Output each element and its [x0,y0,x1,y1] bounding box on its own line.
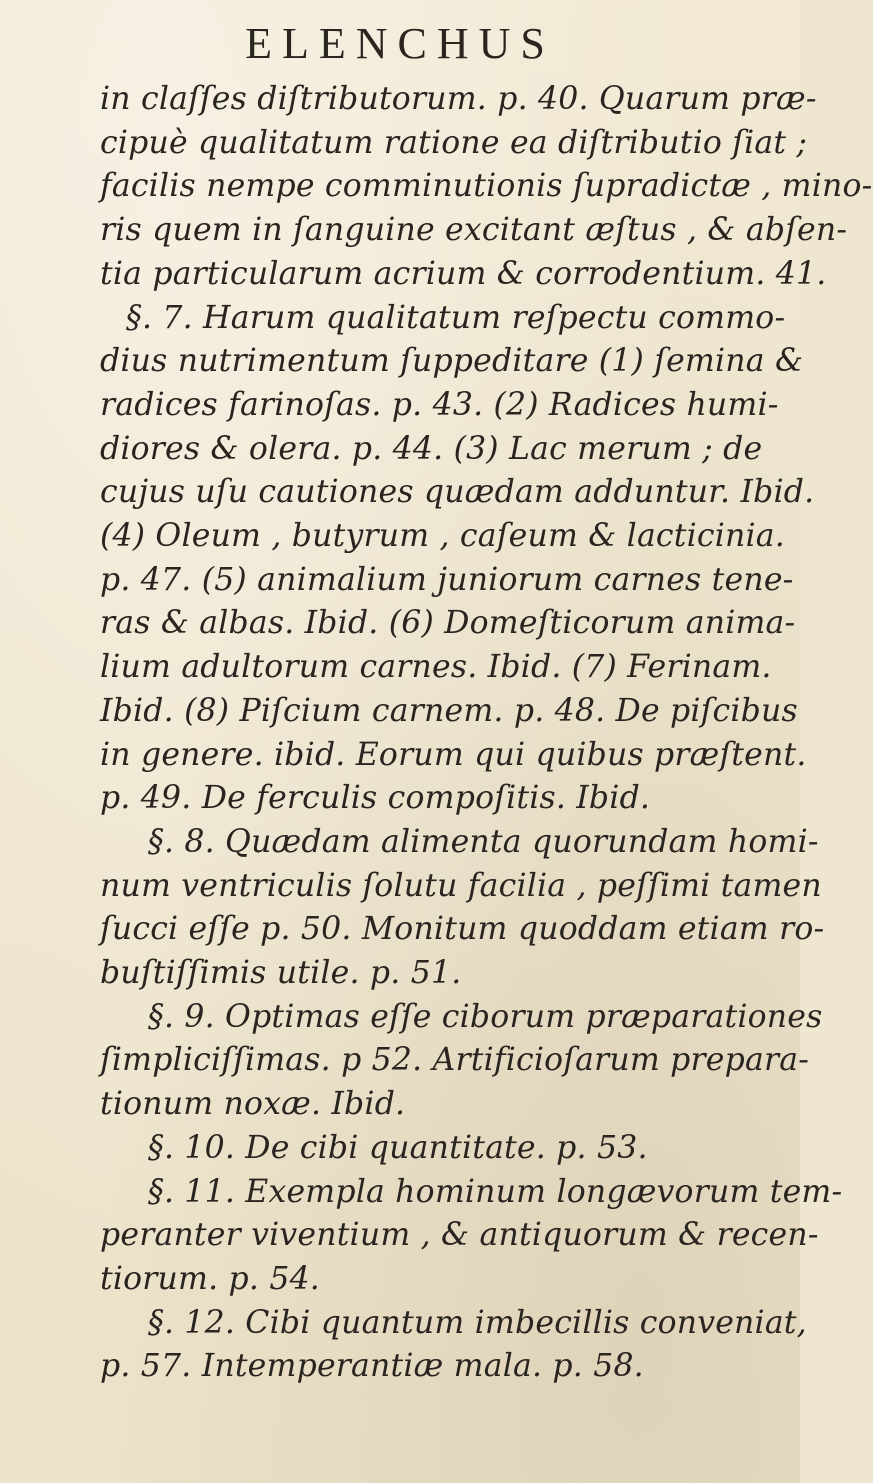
text-line: diores & olera. p. 44. (3) Lac merum ; de [100,430,763,467]
running-head: ELENCHUS [245,19,555,68]
text-line: in genere. ibid. Eorum qui quibus præſtent. [100,736,807,773]
text-line: p. 57. Intemperantiæ mala. p. 58. [100,1348,644,1385]
text-line: in claſſes diſtributorum. p. 40. Quarum præ- [100,81,817,117]
text-line: ris quem in ſanguine excitant æſtus , & abſen- [100,212,848,249]
section-heading-line: §. 11. Exempla hominum longævorum tem- [148,1173,843,1210]
text-line: lium adultorum carnes. Ibid. (7) Ferinam. [100,649,772,686]
text-line: ras & albas. Ibid. (6) Domeſticorum anima- [100,605,796,642]
section-heading-line: §. 12. Cibi quantum imbecillis conveniat, [148,1304,807,1341]
text-line: tiorum. p. 54. [100,1260,321,1297]
section-heading-line: §. 7. Harum qualitatum reſpectu commo- [126,299,786,336]
text-line: p. 49. De ferculis compoſitis. Ibid. [100,780,651,817]
text-line: tia particularum acrium & corrodentium. 41. [100,255,827,292]
text-line: (4) Oleum , butyrum , caſeum & lacticinia. [100,518,785,555]
text-line: Ibid. (8) Piſcium carnem. p. 48. De piſcibus [100,692,798,729]
text-line: p. 47. (5) animalium juniorum carnes tene- [100,561,794,598]
text-line: facilis nempe comminutionis ſupradictæ , mino- [100,168,873,205]
text-line: ſucci eſſe p. 50. Monitum quoddam etiam ro- [100,911,825,948]
text-line: radices farinoſas. p. 43. (2) Radices humi- [100,386,779,423]
section-heading-line: §. 8. Quædam alimenta quorundam homi- [148,823,819,860]
section-heading-line: §. 10. De cibi quantitate. p. 53. [148,1129,648,1166]
text-line: cipuè qualitatum ratione ea diſtributio ſiat ; [100,124,808,161]
text-line: num ventriculis ſolutu facilia , peſſimi tamen [100,867,822,904]
text-line: cujus uſu cautiones quædam adduntur. Ibid. [100,474,815,511]
page-text [100,78,873,1389]
text-line: ſimpliciſſimas. p 52. Artificioſarum prepara- [100,1042,810,1079]
text-line: buſtiſſimis utile. p. 51. [100,955,462,992]
text-line: dius nutrimentum ſuppeditare (1) ſemina & [100,343,804,380]
section-heading-line: §. 9. Optimas eſſe ciborum præparationes [148,998,823,1035]
text-line: peranter viventium , & antiquorum & recen- [100,1217,819,1254]
text-line: tionum noxæ. Ibid. [100,1086,406,1123]
